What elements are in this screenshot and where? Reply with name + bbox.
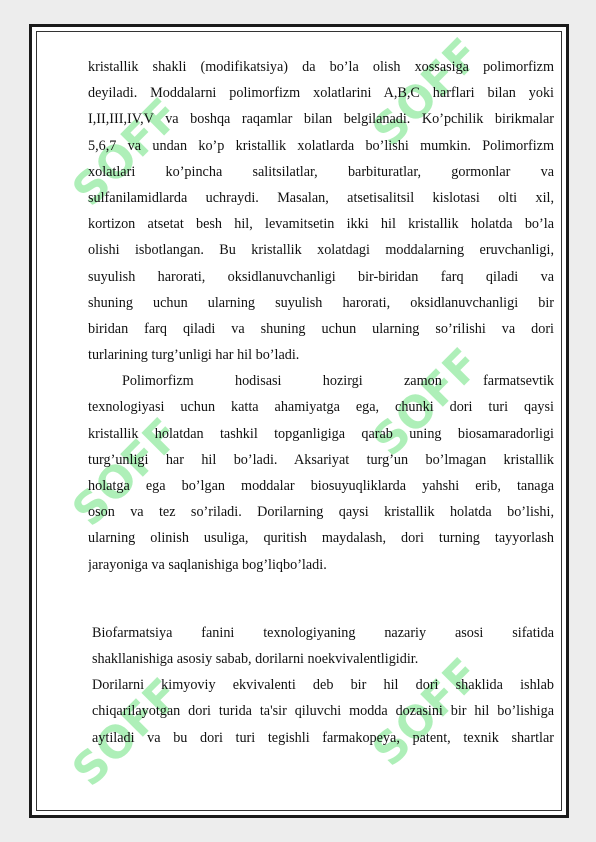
text-line: chiqarilayotgan dori turida ta'sir qiluvchi modda dozasini bir hil bo’lishiga — [92, 703, 554, 720]
watermark-logo: SOFF — [362, 338, 491, 467]
text-line: turlarining turg’unligi har hil bo’ladi. — [88, 347, 300, 364]
text-line: shakllanishiga asosiy sabab, dorilarni noekvivalentligidir. — [92, 650, 419, 667]
text-line: Biofarmatsiya fanini texnologiyaning nazariy asosi sifatida — [92, 624, 554, 641]
watermark-logo: SOFF — [62, 408, 191, 537]
text-line: holatga ega bo’lgan moddalar biosuyuqliklarda yahshi erib, tanaga — [88, 478, 554, 494]
text-line: deyiladi. Moddalarni polimorfizm xolatlarini A,B,C harflari bilan yoki — [88, 85, 554, 102]
text-line: Dorilarni kimyoviy ekvivalenti deb bir hil dori shaklida ishlab — [92, 677, 554, 694]
text-line: I,II,III,IV,V va boshqa raqamlar bilan belgilanadi. Ko’pchilik birikmalar — [88, 111, 554, 128]
text-line: kortizon atsetat besh hil, levamitsetin ikki hil kristallik holatda bo’la — [88, 216, 554, 233]
text-line: 5,6,7 va undan ko’p kristallik xolatlarda bo’lishi mumkin. Polimorfizm — [88, 137, 554, 154]
text-line: ularning olinish usuliga, quritish maydalash, dori turning tayyorlash — [88, 530, 554, 547]
text-line: sulfanilamidlarda uchraydi. Masalan, atsetisalitsil kislotasi olti xil, — [88, 189, 554, 206]
paragraph-gap — [88, 578, 554, 620]
text-line: oson va tez so’riladi. Dorilarning qaysi kristallik holatda bo’lishi, — [88, 504, 554, 521]
text-line: xolatlari ko’pincha salitsilatlar, barbituratlar, gormonlar va — [88, 163, 554, 180]
text-line: jarayoniga va saqlanishiga bog’liqbo’ladi. — [88, 556, 327, 573]
document-body — [88, 28, 554, 777]
document-page — [29, 24, 569, 818]
text-line: kristallik holatdan tashkil topganligiga qarab uning biosamaradorligi — [88, 425, 554, 442]
watermark-logo: SOFF — [62, 88, 191, 217]
watermark-logo: SOFF — [362, 648, 491, 777]
paragraph-3 — [88, 620, 554, 672]
text-line: olishi isbotlangan. Bu kristallik xolatdagi moddalarning eruvchanligi, — [88, 242, 554, 259]
text-line: turg’unligi har hil bo’ladi. Aksariyat turg’un bo’lmagan kristallik — [88, 451, 554, 468]
watermark-logo: SOFF — [62, 668, 191, 797]
text-line: shuning uchun ularning suyulish harorati, oksidlanuvchanligi bir — [88, 294, 554, 311]
paragraph-1 — [88, 28, 554, 368]
text-line: kristallik shakli (modifikatsiya) da bo’la olish xossasiga polimorfizm — [88, 59, 554, 75]
text-line: biridan farq qiladi va shuning uchun ularning so’rilishi va dori — [88, 320, 554, 337]
watermark-logo: SOFF — [362, 28, 491, 157]
text-line: texnologiyasi uchun katta ahamiyatga ega, chunki dori turi qaysi — [88, 399, 554, 416]
text-line: Polimorfizm hodisasi hozirgi zamon farmatsevtik — [122, 373, 554, 390]
text-line: suyulish harorati, oksidlanuvchanligi bir-biridan farq qiladi va — [88, 268, 554, 285]
text-line: aytiladi va bu dori turi tegishli farmakopeya, patent, texnik shartlar — [92, 729, 554, 746]
